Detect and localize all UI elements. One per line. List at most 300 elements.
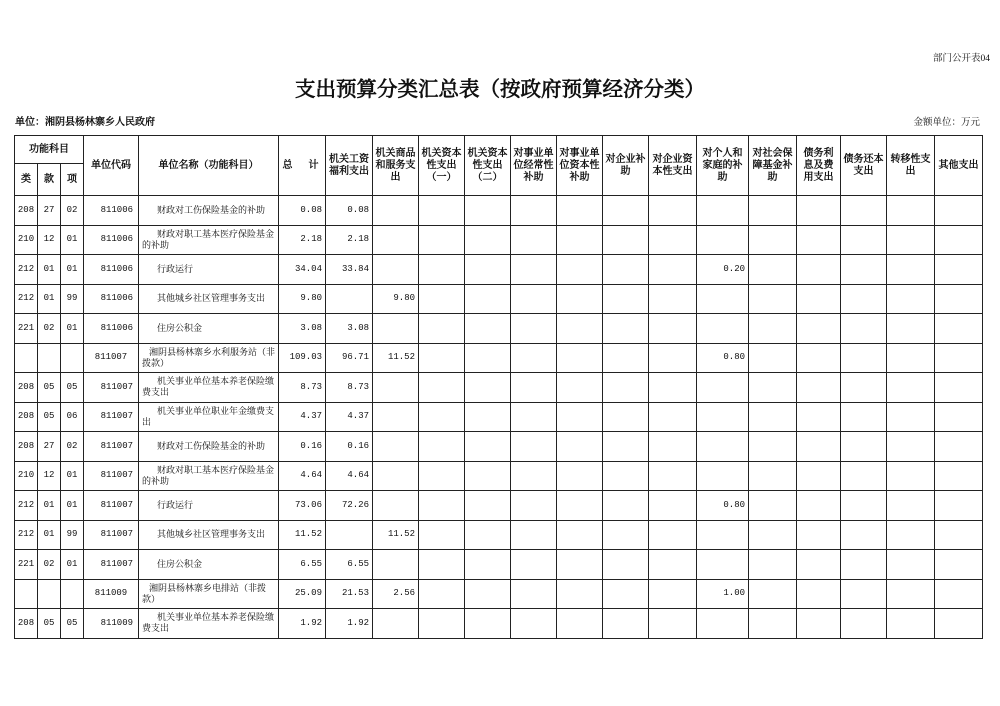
cell-unit-name: 住房公积金 <box>139 550 279 580</box>
cell-unit-name: 湘阴县杨林寨乡电排站（非拨款） <box>139 579 279 609</box>
cell-debt-principal <box>841 461 887 491</box>
header-capital-2: 机关资本性支出（二） <box>465 136 511 196</box>
cell-transfer <box>887 196 935 226</box>
cell-lei: 208 <box>15 196 38 226</box>
cell-capital-1 <box>419 225 465 255</box>
cell-capital-2 <box>465 255 511 285</box>
cell-transfer <box>887 520 935 550</box>
cell-transfer <box>887 255 935 285</box>
cell-enterprise-subsidy <box>603 314 649 344</box>
cell-institution-recurrent <box>511 461 557 491</box>
cell-debt-principal <box>841 520 887 550</box>
header-enterprise-capital: 对企业资本性支出 <box>649 136 697 196</box>
cell-unit-name: 机关事业单位基本养老保险缴费支出 <box>139 373 279 403</box>
cell-enterprise-subsidy <box>603 343 649 373</box>
cell-debt-principal <box>841 255 887 285</box>
cell-personal-family <box>697 402 749 432</box>
cell-capital-1 <box>419 579 465 609</box>
cell-debt-interest <box>797 609 841 639</box>
cell-kuan: 27 <box>38 432 61 462</box>
cell-xiang: 99 <box>61 520 84 550</box>
cell-institution-recurrent <box>511 196 557 226</box>
cell-capital-1 <box>419 402 465 432</box>
cell-transfer <box>887 432 935 462</box>
cell-enterprise-subsidy <box>603 491 649 521</box>
cell-capital-2 <box>465 343 511 373</box>
cell-institution-capital <box>557 550 603 580</box>
cell-enterprise-capital <box>649 314 697 344</box>
cell-kuan: 02 <box>38 550 61 580</box>
cell-goods-services <box>373 373 419 403</box>
cell-other <box>935 255 983 285</box>
cell-capital-2 <box>465 314 511 344</box>
cell-capital-2 <box>465 284 511 314</box>
table-row <box>15 196 983 226</box>
header-unit-code: 单位代码 <box>84 136 139 196</box>
cell-debt-principal <box>841 314 887 344</box>
cell-kuan: 01 <box>38 284 61 314</box>
cell-goods-services <box>373 609 419 639</box>
cell-xiang: 05 <box>61 373 84 403</box>
cell-institution-capital <box>557 343 603 373</box>
header-social-security-fund: 对社会保障基金补助 <box>749 136 797 196</box>
header-lei: 类 <box>15 164 38 196</box>
cell-other <box>935 461 983 491</box>
cell-personal-family: 0.80 <box>697 491 749 521</box>
header-unit-name: 单位名称（功能科目） <box>139 136 279 196</box>
cell-lei: 212 <box>15 255 38 285</box>
cell-transfer <box>887 373 935 403</box>
cell-xiang: 05 <box>61 609 84 639</box>
cell-debt-interest <box>797 461 841 491</box>
cell-institution-recurrent <box>511 579 557 609</box>
cell-institution-capital <box>557 402 603 432</box>
unit-label: 单位：湘阴县杨林寨乡人民政府 <box>15 117 155 128</box>
cell-kuan: 01 <box>38 255 61 285</box>
cell-total: 11.52 <box>279 520 326 550</box>
cell-goods-services: 11.52 <box>373 343 419 373</box>
cell-social-security-fund <box>749 225 797 255</box>
cell-debt-principal <box>841 373 887 403</box>
cell-unit-name: 住房公积金 <box>139 314 279 344</box>
header-debt-principal: 债务还本支出 <box>841 136 887 196</box>
cell-wage-welfare: 2.18 <box>326 225 373 255</box>
cell-social-security-fund <box>749 609 797 639</box>
cell-capital-1 <box>419 314 465 344</box>
cell-unit-code: 811006 <box>84 284 139 314</box>
cell-wage-welfare: 4.37 <box>326 402 373 432</box>
cell-enterprise-capital <box>649 255 697 285</box>
form-number: 部门公开表04 <box>932 54 990 64</box>
cell-unit-name: 其他城乡社区管理事务支出 <box>139 284 279 314</box>
cell-institution-recurrent <box>511 343 557 373</box>
cell-unit-code: 811006 <box>84 225 139 255</box>
cell-unit-name: 机关事业单位职业年金缴费支出 <box>139 402 279 432</box>
cell-debt-interest <box>797 284 841 314</box>
cell-wage-welfare: 8.73 <box>326 373 373 403</box>
cell-wage-welfare: 21.53 <box>326 579 373 609</box>
cell-personal-family <box>697 520 749 550</box>
cell-transfer <box>887 609 935 639</box>
header-enterprise-subsidy: 对企业补助 <box>603 136 649 196</box>
cell-institution-recurrent <box>511 609 557 639</box>
header-personal-family: 对个人和家庭的补助 <box>697 136 749 196</box>
header-row <box>15 136 983 164</box>
cell-total: 3.08 <box>279 314 326 344</box>
cell-total: 6.55 <box>279 550 326 580</box>
cell-debt-interest <box>797 402 841 432</box>
cell-other <box>935 196 983 226</box>
cell-institution-recurrent <box>511 491 557 521</box>
cell-capital-2 <box>465 609 511 639</box>
cell-enterprise-capital <box>649 284 697 314</box>
cell-other <box>935 579 983 609</box>
cell-unit-name: 财政对工伤保险基金的补助 <box>139 196 279 226</box>
cell-social-security-fund <box>749 373 797 403</box>
cell-personal-family <box>697 284 749 314</box>
header-goods-services: 机关商品和服务支出 <box>373 136 419 196</box>
cell-transfer <box>887 461 935 491</box>
cell-capital-1 <box>419 255 465 285</box>
cell-capital-1 <box>419 284 465 314</box>
cell-enterprise-subsidy <box>603 609 649 639</box>
cell-unit-code: 811007 <box>84 520 139 550</box>
cell-unit-name: 机关事业单位基本养老保险缴费支出 <box>139 609 279 639</box>
cell-unit-code: 811007 <box>84 343 139 373</box>
cell-institution-capital <box>557 225 603 255</box>
cell-debt-principal <box>841 432 887 462</box>
cell-enterprise-capital <box>649 550 697 580</box>
header-debt-interest: 债务利息及费用支出 <box>797 136 841 196</box>
cell-institution-recurrent <box>511 550 557 580</box>
cell-unit-code: 811007 <box>84 491 139 521</box>
cell-enterprise-capital <box>649 520 697 550</box>
cell-unit-name: 其他城乡社区管理事务支出 <box>139 520 279 550</box>
table-row <box>15 225 983 255</box>
cell-transfer <box>887 550 935 580</box>
cell-personal-family <box>697 225 749 255</box>
cell-kuan: 05 <box>38 373 61 403</box>
cell-enterprise-capital <box>649 196 697 226</box>
table-row <box>15 550 983 580</box>
cell-debt-principal <box>841 343 887 373</box>
cell-other <box>935 343 983 373</box>
cell-unit-code: 811007 <box>84 432 139 462</box>
cell-transfer <box>887 579 935 609</box>
cell-goods-services <box>373 255 419 285</box>
header-total: 总 计 <box>279 136 326 196</box>
cell-debt-interest <box>797 491 841 521</box>
cell-xiang: 01 <box>61 225 84 255</box>
cell-wage-welfare: 33.84 <box>326 255 373 285</box>
cell-capital-1 <box>419 609 465 639</box>
cell-wage-welfare: 4.64 <box>326 461 373 491</box>
cell-debt-principal <box>841 284 887 314</box>
cell-social-security-fund <box>749 284 797 314</box>
cell-social-security-fund <box>749 520 797 550</box>
cell-lei: 210 <box>15 225 38 255</box>
cell-unit-name: 财政对职工基本医疗保险基金的补助 <box>139 461 279 491</box>
cell-kuan <box>38 579 61 609</box>
cell-kuan: 12 <box>38 461 61 491</box>
cell-wage-welfare: 0.16 <box>326 432 373 462</box>
table-row <box>15 343 983 373</box>
cell-unit-code: 811006 <box>84 314 139 344</box>
cell-xiang: 01 <box>61 550 84 580</box>
cell-lei: 208 <box>15 373 38 403</box>
cell-capital-1 <box>419 196 465 226</box>
table-header <box>15 136 983 196</box>
cell-debt-principal <box>841 579 887 609</box>
cell-wage-welfare: 3.08 <box>326 314 373 344</box>
table-body <box>15 196 983 639</box>
cell-social-security-fund <box>749 314 797 344</box>
cell-capital-1 <box>419 491 465 521</box>
table-row <box>15 579 983 609</box>
cell-wage-welfare: 6.55 <box>326 550 373 580</box>
cell-enterprise-capital <box>649 461 697 491</box>
cell-enterprise-subsidy <box>603 402 649 432</box>
cell-kuan: 27 <box>38 196 61 226</box>
cell-lei: 221 <box>15 314 38 344</box>
header-other: 其他支出 <box>935 136 983 196</box>
cell-total: 34.04 <box>279 255 326 285</box>
cell-personal-family <box>697 461 749 491</box>
cell-goods-services <box>373 314 419 344</box>
header-transfer: 转移性支出 <box>887 136 935 196</box>
cell-personal-family: 0.20 <box>697 255 749 285</box>
cell-institution-recurrent <box>511 520 557 550</box>
cell-goods-services <box>373 550 419 580</box>
cell-kuan: 01 <box>38 491 61 521</box>
cell-other <box>935 225 983 255</box>
cell-debt-interest <box>797 550 841 580</box>
cell-enterprise-subsidy <box>603 520 649 550</box>
cell-total: 1.92 <box>279 609 326 639</box>
cell-institution-recurrent <box>511 402 557 432</box>
cell-total: 2.18 <box>279 225 326 255</box>
cell-enterprise-capital <box>649 491 697 521</box>
cell-lei: 210 <box>15 461 38 491</box>
cell-institution-capital <box>557 255 603 285</box>
cell-transfer <box>887 343 935 373</box>
cell-capital-2 <box>465 196 511 226</box>
cell-debt-interest <box>797 255 841 285</box>
cell-debt-interest <box>797 579 841 609</box>
cell-xiang: 02 <box>61 432 84 462</box>
cell-other <box>935 373 983 403</box>
cell-debt-interest <box>797 225 841 255</box>
cell-other <box>935 284 983 314</box>
cell-enterprise-capital <box>649 373 697 403</box>
cell-capital-2 <box>465 579 511 609</box>
cell-personal-family <box>697 609 749 639</box>
cell-unit-code: 811006 <box>84 255 139 285</box>
cell-capital-1 <box>419 373 465 403</box>
cell-social-security-fund <box>749 343 797 373</box>
cell-institution-recurrent <box>511 373 557 403</box>
cell-enterprise-capital <box>649 402 697 432</box>
cell-personal-family <box>697 196 749 226</box>
cell-debt-interest <box>797 432 841 462</box>
cell-other <box>935 314 983 344</box>
cell-goods-services: 2.56 <box>373 579 419 609</box>
cell-total: 109.03 <box>279 343 326 373</box>
cell-kuan: 05 <box>38 402 61 432</box>
cell-enterprise-subsidy <box>603 284 649 314</box>
cell-goods-services <box>373 402 419 432</box>
cell-capital-2 <box>465 373 511 403</box>
cell-unit-name: 行政运行 <box>139 491 279 521</box>
cell-other <box>935 402 983 432</box>
cell-total: 4.37 <box>279 402 326 432</box>
cell-institution-capital <box>557 373 603 403</box>
cell-institution-recurrent <box>511 255 557 285</box>
cell-total: 8.73 <box>279 373 326 403</box>
table-row <box>15 461 983 491</box>
cell-transfer <box>887 402 935 432</box>
cell-unit-code: 811009 <box>84 609 139 639</box>
cell-social-security-fund <box>749 255 797 285</box>
cell-institution-capital <box>557 609 603 639</box>
cell-capital-2 <box>465 461 511 491</box>
cell-institution-capital <box>557 579 603 609</box>
header-function-subject: 功能科目 <box>15 136 84 164</box>
cell-institution-recurrent <box>511 225 557 255</box>
table-row <box>15 373 983 403</box>
cell-other <box>935 520 983 550</box>
table-row <box>15 432 983 462</box>
cell-other <box>935 609 983 639</box>
cell-institution-capital <box>557 314 603 344</box>
cell-lei: 208 <box>15 609 38 639</box>
cell-institution-recurrent <box>511 284 557 314</box>
cell-goods-services <box>373 196 419 226</box>
cell-lei: 221 <box>15 550 38 580</box>
cell-enterprise-subsidy <box>603 373 649 403</box>
cell-xiang <box>61 579 84 609</box>
cell-social-security-fund <box>749 579 797 609</box>
table-row <box>15 402 983 432</box>
cell-unit-name: 行政运行 <box>139 255 279 285</box>
cell-unit-code: 811009 <box>84 579 139 609</box>
cell-debt-principal <box>841 225 887 255</box>
cell-institution-capital <box>557 461 603 491</box>
cell-institution-capital <box>557 284 603 314</box>
cell-unit-code: 811006 <box>84 196 139 226</box>
cell-enterprise-capital <box>649 343 697 373</box>
cell-total: 4.64 <box>279 461 326 491</box>
cell-institution-capital <box>557 520 603 550</box>
cell-personal-family <box>697 432 749 462</box>
cell-capital-1 <box>419 550 465 580</box>
cell-other <box>935 432 983 462</box>
header-institution-recurrent: 对事业单位经常性补助 <box>511 136 557 196</box>
cell-capital-2 <box>465 520 511 550</box>
header-wage-welfare: 机关工资福利支出 <box>326 136 373 196</box>
budget-table <box>14 135 983 639</box>
cell-xiang: 01 <box>61 255 84 285</box>
cell-xiang <box>61 343 84 373</box>
cell-xiang: 01 <box>61 461 84 491</box>
cell-lei: 212 <box>15 491 38 521</box>
cell-total: 25.09 <box>279 579 326 609</box>
cell-enterprise-subsidy <box>603 432 649 462</box>
cell-total: 73.06 <box>279 491 326 521</box>
cell-social-security-fund <box>749 550 797 580</box>
cell-debt-principal <box>841 609 887 639</box>
cell-capital-1 <box>419 461 465 491</box>
header-capital-1: 机关资本性支出（一） <box>419 136 465 196</box>
cell-wage-welfare: 1.92 <box>326 609 373 639</box>
cell-enterprise-capital <box>649 609 697 639</box>
cell-social-security-fund <box>749 402 797 432</box>
cell-kuan: 02 <box>38 314 61 344</box>
cell-enterprise-capital <box>649 579 697 609</box>
cell-enterprise-capital <box>649 225 697 255</box>
cell-capital-1 <box>419 432 465 462</box>
cell-enterprise-subsidy <box>603 225 649 255</box>
cell-unit-code: 811007 <box>84 461 139 491</box>
cell-unit-code: 811007 <box>84 373 139 403</box>
cell-enterprise-capital <box>649 432 697 462</box>
cell-social-security-fund <box>749 196 797 226</box>
table-row <box>15 314 983 344</box>
cell-wage-welfare <box>326 520 373 550</box>
cell-enterprise-subsidy <box>603 550 649 580</box>
cell-personal-family: 1.00 <box>697 579 749 609</box>
cell-debt-interest <box>797 520 841 550</box>
cell-wage-welfare <box>326 284 373 314</box>
cell-capital-2 <box>465 225 511 255</box>
cell-debt-interest <box>797 196 841 226</box>
cell-xiang: 01 <box>61 491 84 521</box>
cell-unit-name: 湘阴县杨林寨乡水利服务站（非拨款） <box>139 343 279 373</box>
cell-kuan <box>38 343 61 373</box>
cell-capital-2 <box>465 432 511 462</box>
cell-capital-2 <box>465 491 511 521</box>
cell-wage-welfare: 0.08 <box>326 196 373 226</box>
cell-personal-family: 0.80 <box>697 343 749 373</box>
cell-transfer <box>887 284 935 314</box>
cell-goods-services: 11.52 <box>373 520 419 550</box>
cell-other <box>935 550 983 580</box>
page-title: 支出预算分类汇总表（按政府预算经济分类） <box>295 79 705 101</box>
cell-debt-principal <box>841 550 887 580</box>
cell-unit-name: 财政对工伤保险基金的补助 <box>139 432 279 462</box>
cell-goods-services: 9.80 <box>373 284 419 314</box>
table-row <box>15 255 983 285</box>
cell-institution-capital <box>557 196 603 226</box>
cell-personal-family <box>697 550 749 580</box>
cell-kuan: 05 <box>38 609 61 639</box>
cell-institution-recurrent <box>511 432 557 462</box>
cell-social-security-fund <box>749 432 797 462</box>
table-row <box>15 284 983 314</box>
cell-unit-code: 811007 <box>84 402 139 432</box>
cell-wage-welfare: 72.26 <box>326 491 373 521</box>
cell-total: 0.16 <box>279 432 326 462</box>
cell-transfer <box>887 225 935 255</box>
cell-unit-code: 811007 <box>84 550 139 580</box>
cell-total: 0.08 <box>279 196 326 226</box>
table-row <box>15 609 983 639</box>
cell-lei: 212 <box>15 284 38 314</box>
cell-unit-name: 财政对职工基本医疗保险基金的补助 <box>139 225 279 255</box>
cell-wage-welfare: 96.71 <box>326 343 373 373</box>
header-institution-capital: 对事业单位资本性补助 <box>557 136 603 196</box>
cell-personal-family <box>697 373 749 403</box>
